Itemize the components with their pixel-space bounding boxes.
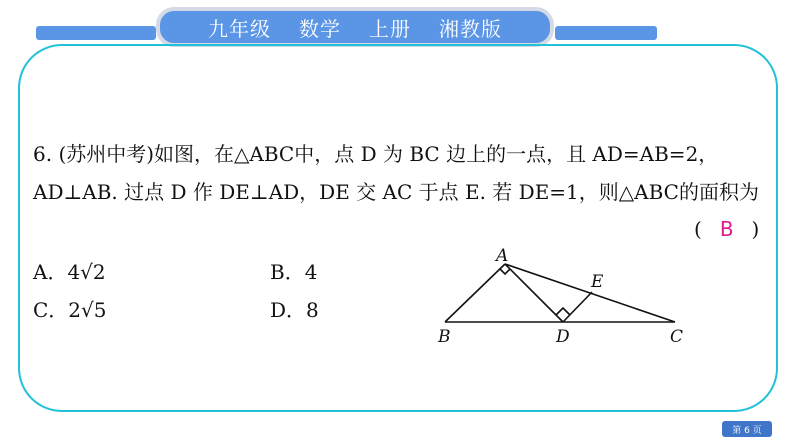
segment-de [563,292,592,322]
option-c[interactable]: C．2√5 [33,298,107,322]
answer-value: B [719,217,734,241]
label-a: A [496,246,509,266]
option-d[interactable]: D．8 [270,298,319,322]
header-subject: 数学 [299,16,341,41]
header-title [156,7,554,47]
label-b: B [438,327,451,347]
header-edition: 湘教版 [439,16,502,41]
label-e: E [591,272,604,292]
header-bar-left [36,26,156,40]
right-angle-a [500,269,510,274]
header-bar-right [555,26,657,40]
question-line-2: AD⊥AB. 过点 D 作 DE⊥AD，DE 交 AC 于点 E. 若 DE=1，则△ABC的面积为 [33,180,759,204]
question-panel [18,44,778,412]
header-grade: 九年级 [208,16,271,41]
option-b[interactable]: B．4 [270,260,318,284]
right-angle-d [556,308,570,315]
segment-ad [505,264,563,322]
answer-slot [694,217,759,241]
triangle-figure [430,244,700,349]
page-number-badge[interactable]: 第 6 页 [722,421,772,437]
question-line-1: 6. (苏州中考)如图，在△ABC中，点 D 为 BC 边上的一点，且 AD=AB=2， [33,142,719,166]
label-c: C [670,327,684,347]
header-volume: 上册 [369,16,411,41]
answer-close-paren: ) [751,217,760,241]
label-d: D [556,327,570,347]
segment-ab [445,264,505,322]
option-a[interactable]: A．4√2 [33,260,106,284]
answer-open-paren: ( [694,217,702,241]
